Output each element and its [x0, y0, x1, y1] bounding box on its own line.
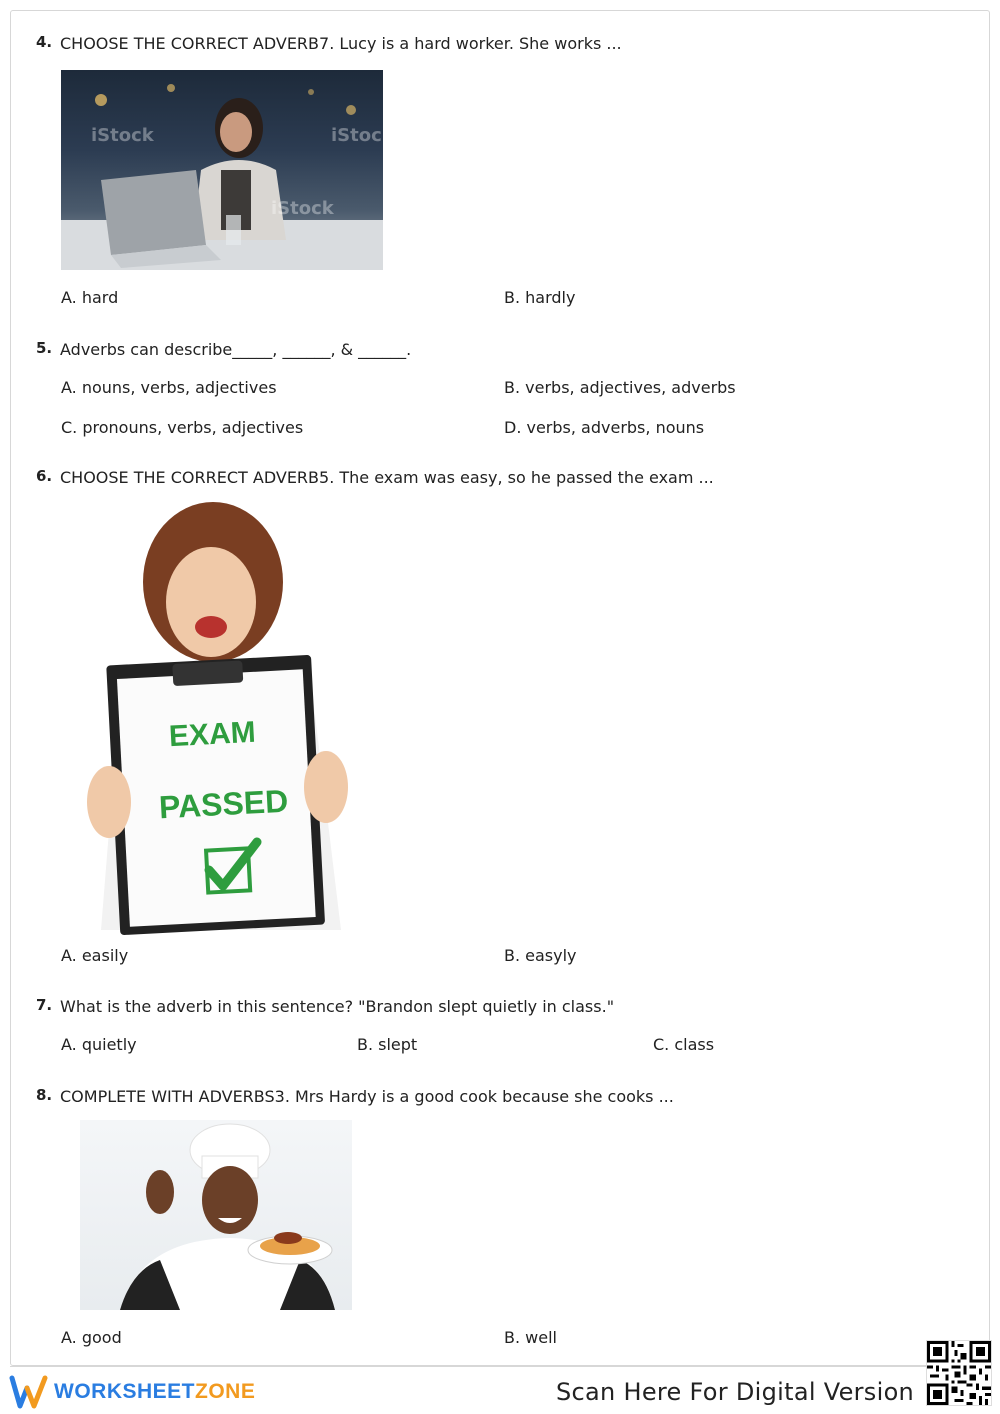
option-b[interactable]: B. easyly	[504, 946, 577, 965]
option-c[interactable]: C. class	[653, 1035, 715, 1054]
exam-sign-line-2: PASSED	[158, 782, 290, 826]
watermark-text: iStock	[331, 125, 394, 146]
option-b[interactable]: B. slept	[357, 1035, 418, 1054]
w-logo-icon	[10, 1374, 48, 1410]
option-a[interactable]: A. hard	[61, 288, 119, 307]
option-d[interactable]: D. verbs, adverbs, nouns	[504, 418, 705, 437]
logo-wordmark	[54, 1380, 255, 1404]
option-b[interactable]: B. verbs, adjectives, adverbs	[504, 378, 736, 397]
question-number: 6.	[36, 467, 53, 485]
question-text: COMPLETE WITH ADVERBS3. Mrs Hardy is a good cook because she cooks ...	[60, 1087, 674, 1106]
woman-at-laptop-photo	[61, 70, 394, 270]
worksheetzone-logo[interactable]	[10, 1374, 255, 1410]
option-a[interactable]: A. nouns, verbs, adjectives	[61, 378, 277, 397]
qr-code[interactable]	[926, 1340, 992, 1406]
question-text: CHOOSE THE CORRECT ADVERB5. The exam was easy, so he passed the exam ...	[60, 468, 714, 487]
option-c[interactable]: C. pronouns, verbs, adjectives	[61, 418, 304, 437]
question-number: 4.	[36, 33, 53, 51]
logo-part-1: WORKSHEET	[54, 1380, 195, 1403]
option-b[interactable]: B. hardly	[504, 288, 576, 307]
scan-digital-version-text: Scan Here For Digital Version	[556, 1378, 915, 1406]
option-b[interactable]: B. well	[504, 1328, 557, 1347]
exam-passed-photo	[61, 502, 371, 930]
option-a[interactable]: A. easily	[61, 946, 129, 965]
question-text: Adverbs can describe_____, ______, & ______.	[60, 340, 412, 359]
question-number: 5.	[36, 339, 53, 357]
exam-illustration	[61, 502, 371, 930]
question-number: 7.	[36, 996, 53, 1014]
qr-code-icon	[927, 1341, 991, 1405]
watermark-text: iStock	[91, 125, 154, 146]
chef-with-plate-photo	[80, 1120, 352, 1310]
watermark-text: iStock	[271, 198, 334, 219]
option-a[interactable]: A. quietly	[61, 1035, 137, 1054]
question-number: 8.	[36, 1086, 53, 1104]
option-a[interactable]: A. good	[61, 1328, 122, 1347]
logo-part-2: ZONE	[195, 1380, 256, 1403]
chef-illustration	[80, 1120, 352, 1310]
office-illustration	[61, 70, 383, 270]
question-text: CHOOSE THE CORRECT ADVERB7. Lucy is a hard worker. She works ...	[60, 34, 622, 53]
question-text: What is the adverb in this sentence? "Brandon slept quietly in class."	[60, 997, 615, 1016]
exam-sign-line-1: EXAM	[168, 715, 257, 754]
footer-divider	[10, 1366, 990, 1367]
